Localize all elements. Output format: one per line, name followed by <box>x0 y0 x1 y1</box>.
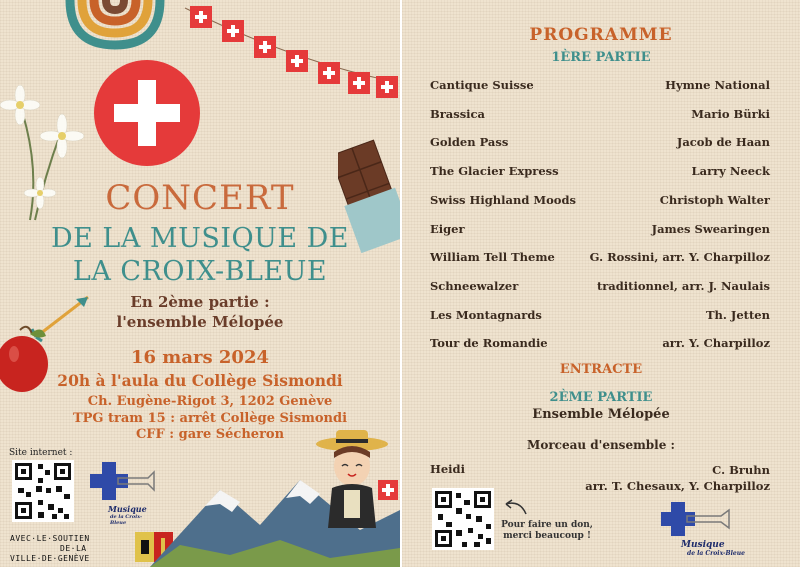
swiss-flag-bunting <box>180 0 400 105</box>
logo-text-line-2: de la Croix-Bleue <box>110 514 143 526</box>
second-part-info <box>40 292 360 332</box>
logo-text-line-1: Musique <box>108 504 147 514</box>
concert-subtitle <box>20 222 380 288</box>
website-label: Site internet : <box>9 448 73 458</box>
piece-title: Les Montagnards <box>430 307 542 322</box>
programme-row <box>430 308 770 326</box>
ville-de-geneve-support <box>10 534 90 564</box>
heidi-title: Heidi <box>430 462 465 476</box>
programme-row <box>430 279 770 297</box>
piece-composer: G. Rossini, arr. Y. Charpilloz <box>589 250 770 265</box>
heidi-composer-line-1: C. Bruhn <box>712 463 770 477</box>
address-line-3: CFF : gare Sécheron <box>135 427 285 442</box>
piece-title: Tour de Romandie <box>430 336 548 351</box>
piece-composer: arr. Y. Charpilloz <box>662 336 770 351</box>
donation-note <box>497 520 597 542</box>
concert-heading: CONCERT <box>105 178 295 218</box>
logo-right-text-line-2: de la Croix-Bleue <box>687 550 745 557</box>
intermission-heading: ENTRACTE <box>559 362 643 377</box>
concert-venue: 20h à l'aula du Collège Sismondi <box>57 371 343 390</box>
programme-row <box>430 135 770 153</box>
address-line-1: Ch. Eugène-Rigot 3, 1202 Genève <box>87 394 333 409</box>
piece-title: Cantique Suisse <box>430 78 534 92</box>
concert-date: 16 mars 2024 <box>130 347 269 368</box>
address-line-2: TPG tram 15 : arrêt Collège Sismondi <box>72 410 348 426</box>
logo-right-text-line-1: Musique <box>681 540 725 550</box>
support-line-3: VILLE·DE·GENÈVE <box>10 554 90 563</box>
piece-title: Eiger <box>430 221 465 236</box>
first-part-heading: 1ÈRE PARTIE <box>551 50 651 65</box>
heidi-composer <box>585 462 770 494</box>
programme-row <box>430 164 770 182</box>
second-part-line-1: En 2ème partie : <box>130 293 270 311</box>
programme-row <box>430 222 770 240</box>
programme-row <box>430 193 770 211</box>
curved-arrow-icon <box>500 496 530 518</box>
piece-title: Schneewalzer <box>430 278 519 293</box>
programme-row <box>430 78 770 96</box>
heidi-composer-line-2: arr. T. Chesaux, Y. Charpilloz <box>585 479 770 493</box>
piece-title: Brassica <box>430 106 486 121</box>
ensemble-name: Ensemble Mélopée <box>532 407 670 422</box>
small-swiss-flag-icon <box>378 480 398 500</box>
subtitle-line-2: LA CROIX-BLEUE <box>72 256 328 287</box>
website-qr-code-icon[interactable] <box>12 460 74 522</box>
second-part-line-2: l'ensemble Mélopée <box>116 313 284 331</box>
croix-bleue-logo-right <box>657 500 747 560</box>
donation-qr-code-icon[interactable] <box>432 488 494 550</box>
donation-line-1: Pour faire un don, <box>501 520 593 530</box>
programme-sheet <box>402 0 800 567</box>
programme-row <box>430 250 770 268</box>
heidi-girl-illustration <box>312 428 392 528</box>
piece-composer: Th. Jetten <box>706 307 770 322</box>
piece-composer: traditionnel, arr. J. Naulais <box>596 278 770 293</box>
programme-row <box>430 336 770 354</box>
blue-cross-trumpet-icon <box>657 500 747 536</box>
piece-title: Swiss Highland Moods <box>430 192 576 207</box>
piece-composer: Hymne National <box>665 78 770 92</box>
piece-title: Golden Pass <box>430 135 509 150</box>
second-part-heading: 2ÈME PARTIE <box>549 390 653 405</box>
donation-line-2: merci beaucoup ! <box>503 531 591 541</box>
piece-composer: Jacob de Haan <box>676 135 770 150</box>
piece-title: The Glacier Express <box>430 164 559 179</box>
croix-bleue-logo <box>88 460 158 526</box>
subtitle-line-1: DE LA MUSIQUE DE <box>50 223 350 254</box>
programme-title: PROGRAMME <box>529 25 673 45</box>
support-line-1: AVEC·LE·SOUTIEN <box>10 534 90 543</box>
blue-cross-trumpet-icon <box>88 460 158 500</box>
piece-title: William Tell Theme <box>430 250 555 265</box>
piece-composer: Mario Bürki <box>691 106 770 121</box>
programme-row <box>430 107 770 125</box>
piece-composer: Christoph Walter <box>659 192 770 207</box>
support-line-2: DE·LA <box>60 544 87 553</box>
joint-piece-label: Morceau d'ensemble : <box>527 438 675 452</box>
piece-composer: Larry Neeck <box>691 164 770 179</box>
piece-composer: James Swearingen <box>651 221 770 236</box>
